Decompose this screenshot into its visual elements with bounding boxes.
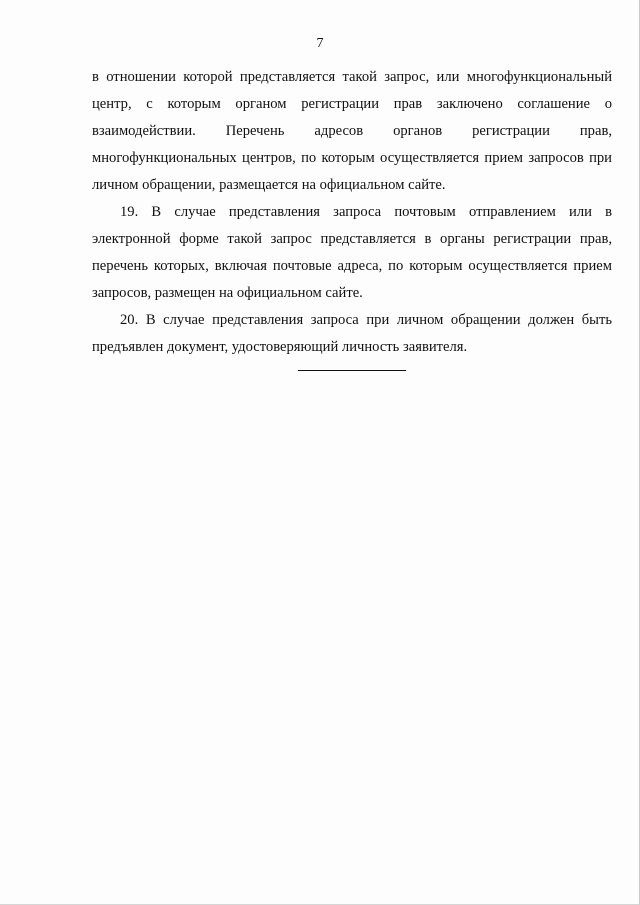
paragraph-19: 19. В случае представления запроса почтовым отправлением или в электронной форме такой запрос представляется в органы регистрации прав, перечень которых, включая почтовые адреса, по которым осуществляется прием запросов, размещен на официальном сайте. — [92, 204, 612, 301]
end-divider-line — [298, 370, 406, 371]
page-number: 7 — [316, 36, 324, 51]
paragraph-continuation: в отношении которой представляется такой запрос, или многофункциональный центр, с которым органом регистрации прав заключено соглашение о взаимодействии. Перечень адресов органов регистрации прав, многофункциональных центров, по которым осуществляется прием запросов при личном обращении, размещается на официальном сайте. — [92, 69, 612, 193]
document-body — [92, 64, 612, 361]
paragraph-20: 20. В случае представления запроса при личном обращении должен быть предъявлен документ, удостоверяющий личность заявителя. — [92, 312, 612, 355]
